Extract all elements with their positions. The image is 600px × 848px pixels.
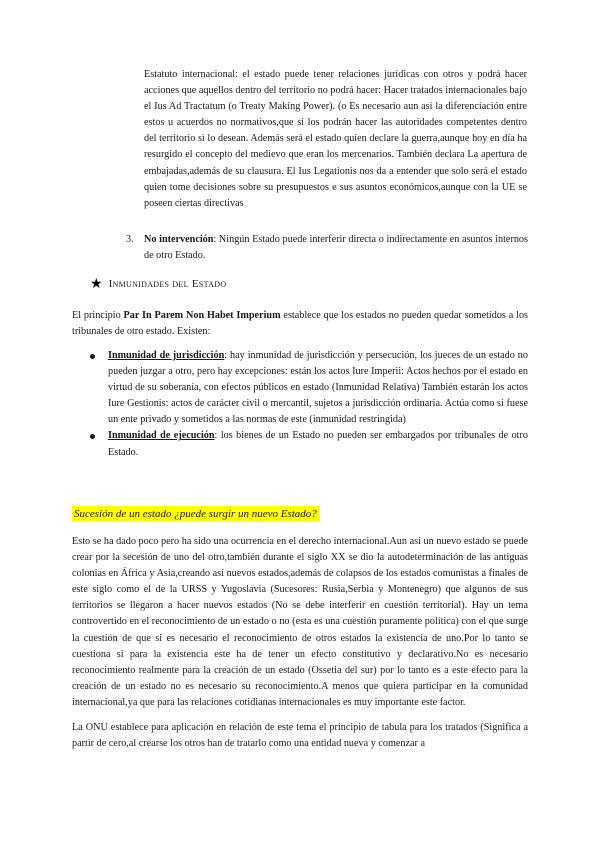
bullet-text xyxy=(108,348,528,428)
bullet-item-execution xyxy=(90,428,528,460)
un-paragraph: La ONU establece para aplicación en relación de este tema el principio de tabula para los tratados (Significa a partir de cero,al crearse los otros han de tratarlo como una entidad nueva y comenzar a xyxy=(72,722,528,750)
numbered-item-number: 3. xyxy=(126,234,134,245)
bullet-item-jurisdiction xyxy=(90,348,528,428)
succession-paragraph: Esto se ha dado poco pero ha sido una ocurrencia en el derecho internacional.Aun así un nuevo estado se puede crear por la secesión de uno del otro,también durante el siglo XX se dio la autodeterminación de las antiguas colonias en África y Asia,creando así nuevos estados,además de colapsos de los estados comunistas a finales de este siglo como el de la URSS y Yugoslavia (Sucesores: Rusia,Serbia y Montenegro) que algunos de sus territorios se llegaron a hacer nuevos estados (No se debe interferir en cuestión territorial). Hay un tema controvertido en el reconocimiento de un estado o no (esta es una cuestión puramente política) con el que surge la cuestión de que si es necesario el reconocimiento de otros estados la existencia de uno.Por lo tanto se cuestiona si para la existencia este ha de tener un efecto constitutivo y declarativo.No es necesario reconocimiento realmente para la creación de un estado (Ossetia del sur) por lo tanto es a este efecto para la creación de un estado no es necesario su reconocimiento.A menos que quiera participar en la comunidad internacional,ya que para las relaciones cotidianas internacionales es muy importante este factor. xyxy=(72,536,528,708)
intro-paragraph-block xyxy=(72,308,528,340)
intro-suffix: establece que los estados no pueden quedar sometidos a los tribunales de otro estado. Existen: xyxy=(72,310,529,338)
immunity-bullet-list xyxy=(90,348,528,461)
numbered-item-term: No intervención xyxy=(144,234,214,245)
intro-paragraph xyxy=(72,308,528,340)
bullet-term: Inmunidad de ejecución xyxy=(108,430,215,442)
star-icon: ★ xyxy=(90,276,103,292)
section-heading xyxy=(90,275,226,293)
un-paragraph-block xyxy=(72,720,528,752)
bullet-text xyxy=(108,428,528,460)
bullet-body: : los bienes de un Estado no pueden ser embargados por tribunales de otro Estado. xyxy=(108,430,528,458)
statute-paragraph: Estatuto internacional: el estado puede tener relaciones jurídicas con otros y podrá hacer acciones que aquellos dentro del territorio no podrá hacer: Hacer tratados internacionales bajo el Ius Ad Tractatum (o Treaty Making Power). (o Es necesario aun así la diferenciación entre estos u acuerdos no normativos,que si los podrán hacer las autoridades competentes dentro del territorio si lo desean. Además será el estado quien declare la guerra,aunque hoy en día ha resurgido el concepto del medievo que eran los mercenarios. También declara La apertura de embajadas,además de su clausura. El Ius Legationis nos da a entender que solo será el estado quien tome decisiones sobre su presupuestos e sus asuntos económicos,aunque con la UE se poseen ciertas directivas xyxy=(144,69,528,209)
intro-term: Par In Parem Non Habet Imperium xyxy=(123,310,281,321)
statute-paragraph-block xyxy=(144,67,527,212)
highlighted-subheading: Sucesión de un estado ¿puede surgir un nuevo Estado? xyxy=(74,508,317,520)
bullet-dot-icon xyxy=(90,354,95,359)
succession-paragraph-block xyxy=(72,534,528,711)
numbered-item-text: : Ningún Estado puede interferir directa o indirectamente en asuntos internos de otro Estado. xyxy=(144,234,528,262)
bullet-dot-icon xyxy=(90,434,95,439)
bullet-body: : hay inmunidad de jurisdicción y persecución, los jueces de un estado no pueden juzgar a otro, pero hay excepciones: están los actos Iure Imperii: Actos hechos por el estado en virtud de su soberanía, con efectos públicos en estado (Inmunidad Relativa) También estarán los actos Iure Gestionis: actos de carácter civil o mercantil, sujetos a jurisdicción ordinaria. Actúa como si fuese un ente privado y sometidos a las normas de este (inmunidad restringida) xyxy=(108,350,528,426)
bullet-term: Inmunidad de jurisdicción xyxy=(108,350,225,361)
section-heading-text: Inmunidades del Estado xyxy=(108,278,227,290)
intro-prefix: El principio xyxy=(72,310,124,321)
numbered-item-body xyxy=(144,232,528,264)
